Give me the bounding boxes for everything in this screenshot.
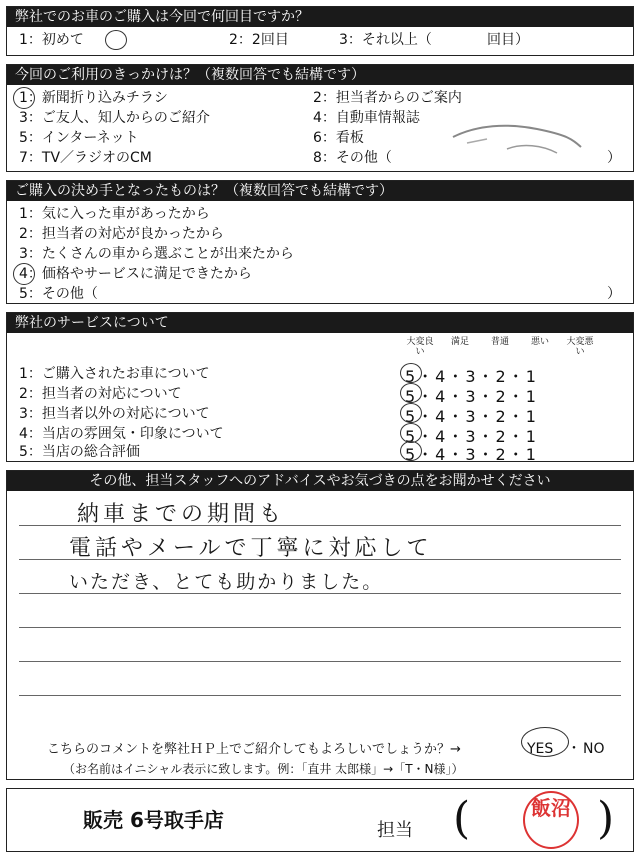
- q3-close-paren: ）: [607, 286, 621, 302]
- q2-option-1[interactable]: 1：新聞折り込みチラシ: [19, 90, 168, 106]
- q4-rating-3[interactable]: 5・4・3・2・1: [405, 407, 538, 426]
- selection-circle: [400, 383, 422, 403]
- footer-section: [6, 788, 634, 852]
- selection-circle: [400, 363, 422, 383]
- q2-option-4[interactable]: 4：自動車情報誌: [313, 110, 420, 126]
- q3-option-2[interactable]: 2：担当者の対応が良かったから: [19, 226, 224, 242]
- scale-label-4: 満足: [450, 337, 469, 347]
- staff-label: 担当: [377, 820, 413, 841]
- q4-header: 弊社のサービスについて: [7, 313, 633, 333]
- q4-item-4: 4：当店の雰囲気・印象について: [19, 426, 224, 442]
- q1-header: 弊社でのお車のご購入は今回で何回目ですか？: [7, 7, 633, 27]
- q1-option-3-suffix: 回目）: [487, 32, 529, 48]
- handwritten-comment-line-1: 納車までの期間も: [77, 502, 286, 527]
- handwritten-comment-line-2: 電話やメールで丁寧に対応して: [69, 536, 433, 561]
- selection-circle: [400, 403, 422, 423]
- q3-option-3[interactable]: 3：たくさんの車から選ぶことが出来たから: [19, 246, 294, 262]
- q2-option-3[interactable]: 3：ご友人、知人からのご紹介: [19, 110, 210, 126]
- selection-circle: [13, 87, 35, 109]
- q1-option-3[interactable]: 3：それ以上（: [339, 32, 432, 48]
- q4-rating-5[interactable]: 5・4・3・2・1: [405, 445, 538, 464]
- scale-label-3: 普通: [490, 337, 509, 347]
- option-separator: ・: [567, 741, 581, 757]
- q2-header: 今回のご利用のきっかけは？（複数回答でも結構です）: [7, 65, 633, 85]
- q3-section: [6, 180, 634, 304]
- q3-option-5[interactable]: 5：その他（: [19, 286, 98, 302]
- scribble-mark: [447, 117, 587, 165]
- writing-line: [19, 695, 621, 696]
- yes-option[interactable]: YES: [527, 741, 554, 757]
- handwritten-comment-line-3: いただき、とても助かりました。: [69, 571, 384, 593]
- q1-section: [6, 6, 634, 56]
- q2-option-7[interactable]: 7：TV／ラジオのCM: [19, 150, 152, 166]
- selection-circle: [400, 423, 422, 443]
- q2-close-paren: ）: [607, 150, 621, 166]
- q1-option-2[interactable]: 2：2回目: [229, 32, 289, 48]
- selection-circle: [13, 263, 35, 285]
- q3-header: ご購入の決め手となったものは？（複数回答でも結構です）: [7, 181, 633, 201]
- q2-option-2[interactable]: 2：担当者からのご案内: [313, 90, 462, 106]
- q2-section: [6, 64, 634, 172]
- q4-rating-2[interactable]: 5・4・3・2・1: [405, 387, 538, 406]
- staff-paren-open: (: [453, 793, 471, 844]
- comments-header: その他、担当スタッフへのアドバイスやお気づきの点をお聞かせください: [7, 471, 633, 491]
- q4-rating-4[interactable]: 5・4・3・2・1: [405, 427, 538, 446]
- q3-option-1[interactable]: 1：気に入った車があったから: [19, 206, 210, 222]
- scale-label-1: 大変悪い: [566, 337, 594, 357]
- scale-label-5: 大変良い: [406, 337, 434, 357]
- q4-item-3: 3：担当者以外の対応について: [19, 406, 210, 422]
- q4-rating-1[interactable]: 5・4・3・2・1: [405, 367, 538, 386]
- q1-option-1[interactable]: 1：初めて: [19, 32, 84, 48]
- staff-name-stamp: 飯沼: [523, 791, 579, 849]
- q3-option-4[interactable]: 4：価格やサービスに満足できたから: [19, 266, 252, 282]
- q4-section: [6, 312, 634, 462]
- survey-sheet: [6, 6, 634, 854]
- comments-section: [6, 470, 634, 780]
- no-option[interactable]: NO: [583, 741, 605, 757]
- q4-item-5: 5：当店の総合評価: [19, 444, 140, 460]
- q2-option-8[interactable]: 8：その他（: [313, 150, 392, 166]
- selection-circle: [521, 727, 569, 757]
- selection-circle: [105, 30, 127, 50]
- staff-paren-close: ): [597, 793, 615, 844]
- scale-label-2: 悪い: [530, 337, 549, 347]
- q2-option-5[interactable]: 5：インターネット: [19, 130, 139, 146]
- selection-circle: [400, 441, 422, 461]
- q4-item-2: 2：担当者の対応について: [19, 386, 182, 402]
- name-note: （お名前はイニシャル表示に致します。例：「直井 太郎様」→「T・N様」）: [63, 762, 464, 776]
- q4-item-1: 1：ご購入されたお車について: [19, 366, 210, 382]
- store-name: 販売 6号取手店: [83, 808, 224, 832]
- q2-option-6[interactable]: 6：看板: [313, 130, 364, 146]
- publish-question: こちらのコメントを弊社ＨＰ上でご紹介してもよろしいでしょうか？→: [47, 742, 461, 757]
- writing-line: [19, 661, 621, 662]
- writing-line: [19, 627, 621, 628]
